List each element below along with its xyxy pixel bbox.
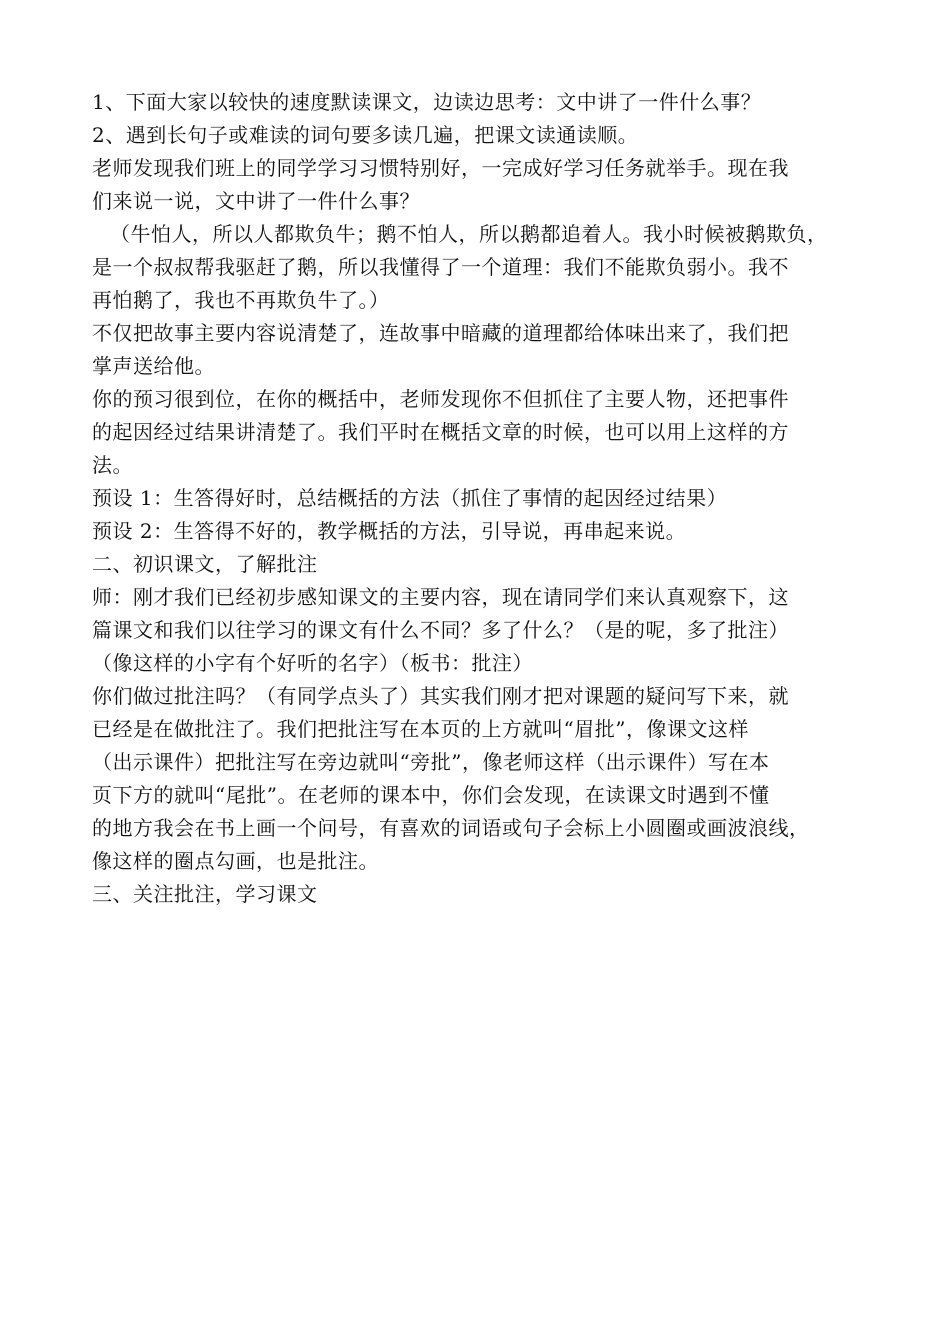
paragraph-student-answer (92, 218, 892, 317)
text-line: 再怕鹅了，我也不再欺负牛了。） (92, 288, 390, 312)
text-line: 的起因经过结果讲清楚了。我们平时在概括文章的时候，也可以用上这样的方 (92, 420, 789, 444)
text-line: 掌声送给他。 (92, 354, 215, 378)
text-line: 你们做过批注吗？（有同学点头了）其实我们刚才把对课题的疑问写下来，就 (92, 684, 789, 708)
paragraph-annotation-explanation (92, 680, 892, 878)
text-line: （像这样的小字有个好听的名字）（板书：批注） (92, 651, 533, 675)
paragraph-preset-2 (92, 515, 892, 548)
text-line: 是一个叔叔帮我驱赶了鹅，所以我懂得了一个道理：我们不能欺负弱小。我不 (92, 255, 789, 279)
text-line: 页下方的就叫“尾批”。在老师的课本中，你们会发现，在读课文时遇到不懂 (92, 783, 770, 807)
text-line: 二、初识课文，了解批注 (92, 552, 318, 576)
paragraph-reading-task-1 (92, 86, 892, 119)
text-line: 三、关注批注，学习课文 (92, 882, 318, 906)
text-line: 法。 (92, 453, 133, 477)
text-line: （出示课件）把批注写在旁边就叫“旁批”，像老师这样（出示课件）写在本 (92, 750, 770, 774)
document-body (92, 86, 892, 911)
text-line: （牛怕人，所以人都欺负牛；鹅不怕人，所以鹅都追着人。我小时候被鹅欺负， (110, 222, 828, 246)
text-line: 师：刚才我们已经初步感知课文的主要内容，现在请同学们来认真观察下，这 (92, 585, 789, 609)
text-line: 们来说一说，文中讲了一件什么事？ (92, 189, 420, 213)
paragraph-reading-task-2 (92, 119, 892, 152)
paragraph-teacher-observation (92, 152, 892, 218)
paragraph-teacher-question (92, 581, 892, 680)
text-line: 像这样的圈点勾画，也是批注。 (92, 849, 379, 873)
text-line: 已经是在做批注了。我们把批注写在本页的上方就叫“眉批”，像课文这样 (92, 717, 749, 741)
text-line: 老师发现我们班上的同学学习习惯特别好，一完成好学习任务就举手。现在我 (92, 156, 789, 180)
section-heading-3 (92, 878, 892, 911)
text-line: 预设 2：生答得不好的，教学概括的方法，引导说，再串起来说。 (92, 519, 687, 543)
text-line: 1、下面大家以较快的速度默读课文，边读边思考：文中讲了一件什么事？ (92, 90, 762, 114)
text-line: 的地方我会在书上画一个问号，有喜欢的词语或句子会标上小圆圈或画波浪线， (92, 816, 810, 840)
text-line: 预设 1：生答得好时，总结概括的方法（抓住了事情的起因经过结果） (92, 486, 728, 510)
paragraph-preset-1 (92, 482, 892, 515)
text-line: 你的预习很到位，在你的概括中，老师发现你不但抓住了主要人物，还把事件 (92, 387, 789, 411)
paragraph-praise (92, 317, 892, 383)
section-heading-2 (92, 548, 892, 581)
text-line: 不仅把故事主要内容说清楚了，连故事中暗藏的道理都给体味出来了，我们把 (92, 321, 789, 345)
text-line: 2、遇到长句子或难读的词句要多读几遍，把课文读通读顺。 (92, 123, 639, 147)
text-line: 篇课文和我们以往学习的课文有什么不同？多了什么？（是的呢，多了批注） (92, 618, 789, 642)
paragraph-summary-method (92, 383, 892, 482)
